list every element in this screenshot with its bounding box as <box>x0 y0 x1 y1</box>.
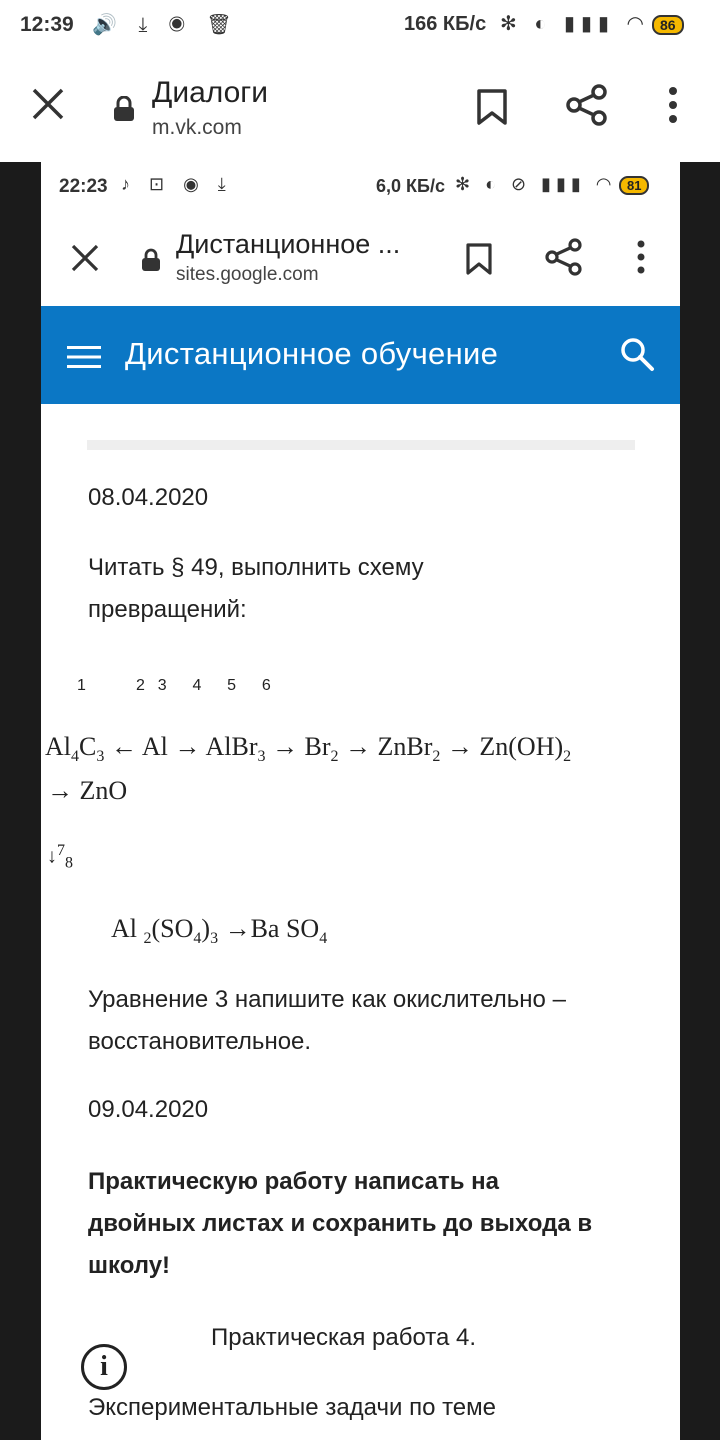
outer-status-bar <box>0 0 720 52</box>
reaction-scheme-line: → ZnO <box>47 776 128 805</box>
inner-status-system-icons: ✻ ◐ ⊘ ▮▮▮ ◠ <box>455 174 617 194</box>
share-icon[interactable] <box>566 84 608 126</box>
inner-status-notification-icons: ♪ ⊡ ◉ ⤓ <box>121 174 233 194</box>
inner-share-icon[interactable] <box>545 238 583 276</box>
date-heading: 08.04.2020 <box>88 484 209 511</box>
status-system-icons: ✻ ◐ ▮▮▮ ◠ <box>500 13 650 35</box>
equation-text-line: Уравнение 3 напишите как окислительно – <box>88 986 566 1013</box>
battery-icon: 86 <box>652 15 684 35</box>
inner-close-icon[interactable] <box>69 242 101 274</box>
practical-work-subtitle: Экспериментальные задачи по теме <box>88 1394 496 1421</box>
reaction-branch-arrow: ↓$^7_8$ <box>47 842 73 872</box>
info-icon[interactable]: i <box>81 1344 127 1390</box>
scheme-numbers: 2 3 4 5 6 <box>136 677 271 694</box>
inner-browser-page-title: Дистанционное ... <box>176 229 401 259</box>
bold-instruction-line: двойных листах и сохранить до выхода в <box>88 1210 593 1237</box>
search-icon[interactable] <box>619 336 655 372</box>
date-heading: 09.04.2020 <box>88 1096 209 1123</box>
status-notification-icons: 🔊 ⤓ ◉ 🗑 <box>92 14 240 36</box>
hamburger-menu-icon[interactable] <box>67 346 101 368</box>
inner-bookmark-icon[interactable] <box>465 242 493 276</box>
lock-icon <box>113 96 135 122</box>
inner-more-menu-icon[interactable] <box>635 240 647 274</box>
frame-border-right <box>680 162 720 1440</box>
browser-page-title: Диалоги <box>152 76 268 109</box>
inner-lock-icon <box>141 248 161 272</box>
inner-status-network-speed: 6,0 КБ/с <box>376 176 445 196</box>
close-icon[interactable] <box>30 86 66 122</box>
reaction-scheme-line: Al $_2(SO_4)_3 \to Ba$ $SO_4$ <box>111 914 328 948</box>
outer-browser-toolbar <box>0 52 720 162</box>
task-text-line: превращений: <box>88 596 247 623</box>
embedded-screenshot <box>41 162 680 1440</box>
status-network-speed: 166 КБ/с <box>404 13 487 35</box>
bookmark-icon[interactable] <box>476 88 508 126</box>
scheme-number: 1 <box>77 677 86 694</box>
bold-instruction-line: школу! <box>88 1252 171 1279</box>
reaction-scheme-line: $Al_4C_3$ ← Al → AlBr$_3$ → $Br_2$ → ZnBr$_2$ → $Zn(OH)_2$ <box>45 732 572 766</box>
practical-work-title: Практическая работа 4. <box>211 1324 477 1351</box>
task-text-line: Читать § 49, выполнить схему <box>88 554 424 581</box>
bold-instruction-line: Практическую работу написать на <box>88 1168 499 1195</box>
equation-text-line: восстановительное. <box>88 1028 312 1055</box>
frame-border-left <box>0 162 41 1440</box>
content-divider <box>87 440 635 450</box>
more-menu-icon[interactable] <box>666 86 680 124</box>
inner-battery-icon: 81 <box>619 176 649 195</box>
inner-status-time: 22:23 <box>59 176 108 197</box>
site-title[interactable]: Дистанционное обучение <box>125 336 499 371</box>
inner-browser-page-url: sites.google.com <box>176 264 319 285</box>
site-header <box>41 306 680 404</box>
status-time: 12:39 <box>20 13 74 36</box>
browser-page-url: m.vk.com <box>152 116 242 139</box>
